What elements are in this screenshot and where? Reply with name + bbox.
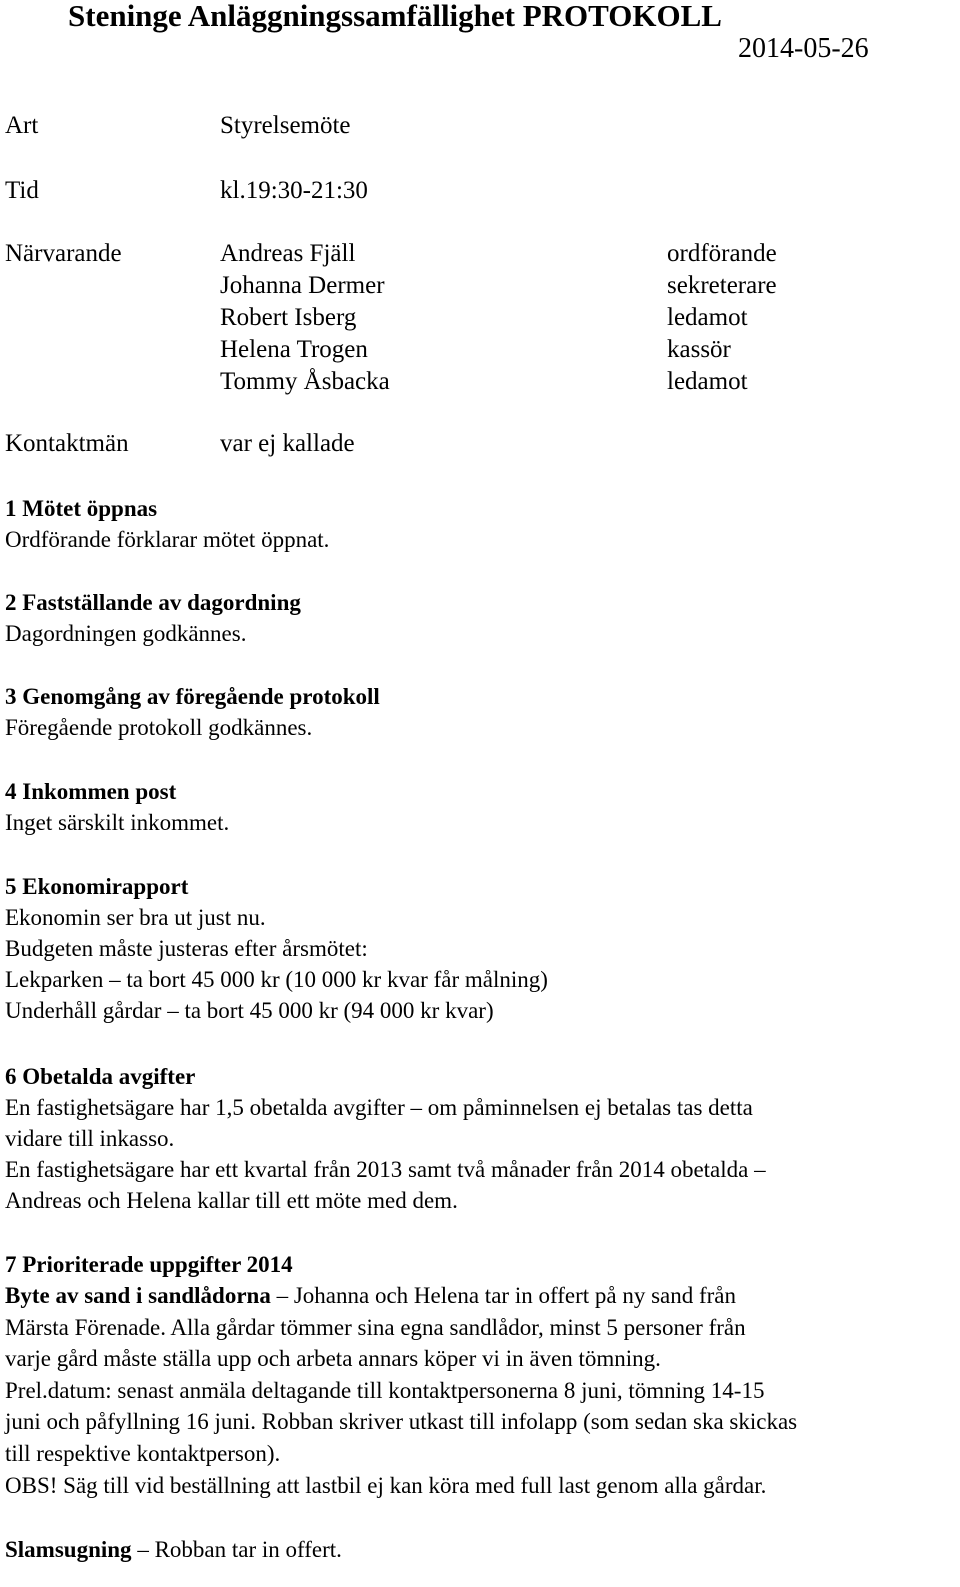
section-heading: 6 Obetalda avgifter (5, 1064, 196, 1089)
sand-paragraph-first-line (5, 1280, 955, 1312)
section-text: vidare till inkasso. (5, 1126, 175, 1151)
present-name: Robert Isberg (220, 304, 357, 331)
section-text: Underhåll gårdar – ta bort 45 000 kr (94 000 kr kvar) (5, 998, 494, 1023)
present-name: Johanna Dermer (220, 272, 385, 299)
present-role: ordförande (667, 240, 777, 267)
section-heading: 4 Inkommen post (5, 779, 177, 804)
present-names-list (220, 238, 390, 398)
present-name: Andreas Fjäll (220, 240, 356, 267)
art-label: Art (5, 112, 39, 139)
section-heading: 3 Genomgång av föregående protokoll (5, 684, 380, 709)
section-text: Dagordningen godkännes. (5, 621, 247, 646)
section-heading: 7 Prioriterade uppgifter 2014 (5, 1252, 293, 1277)
section-heading: 1 Mötet öppnas (5, 496, 158, 521)
document-date: 2014-05-26 (738, 33, 869, 64)
contacts-label: Kontaktmän (5, 430, 129, 457)
present-role: ledamot (667, 368, 748, 395)
section-5 (5, 871, 955, 1026)
section-2 (5, 587, 955, 649)
section-text: Budgeten måste justeras efter årsmötet: (5, 936, 368, 961)
sand-text: – Johanna och Helena tar in offert på ny sand från (270, 1283, 737, 1308)
section-text: Ordförande förklarar mötet öppnat. (5, 527, 330, 552)
section-7 (5, 1249, 955, 1501)
document-title: Steninge Anläggningssamfällighet PROTOKOLL (68, 0, 722, 33)
section-text: Märsta Förenade. Alla gårdar tömmer sina egna sandlådor, minst 5 personer från (5, 1314, 746, 1340)
slam-text: – Robban tar in offert. (131, 1537, 342, 1562)
section-heading: 5 Ekonomirapport (5, 874, 189, 899)
section-heading: 2 Fastställande av dagordning (5, 590, 301, 615)
section-text: Andreas och Helena kallar till ett möte med dem. (5, 1188, 458, 1213)
present-name: Helena Trogen (220, 336, 368, 363)
present-role: sekreterare (667, 272, 777, 299)
section-1 (5, 493, 955, 555)
slam-topic: Slamsugning (5, 1537, 132, 1562)
sand-topic: Byte av sand i sandlådorna (5, 1283, 271, 1308)
section-text: Inget särskilt inkommet. (5, 810, 230, 835)
present-roles-list (667, 238, 777, 398)
section-text: Prel.datum: senast anmäla deltagande till kontaktpersonerna 8 juni, tömning 14-15 (5, 1377, 765, 1403)
tid-label: Tid (5, 177, 39, 204)
section-text: Föregående protokoll godkännes. (5, 715, 313, 740)
section-3 (5, 681, 955, 743)
section-text: juni och påfyllning 16 juni. Robban skriver utkast till infolapp (som sedan ska skickas (5, 1409, 798, 1435)
contacts-value: var ej kallade (220, 430, 355, 457)
section-text: En fastighetsägare har ett kvartal från 2013 samt två månader från 2014 obetalda – (5, 1157, 766, 1182)
section-text: En fastighetsägare har 1,5 obetalda avgifter – om påminnelsen ej betalas tas detta (5, 1095, 753, 1120)
art-value: Styrelsemöte (220, 112, 351, 139)
section-4 (5, 776, 955, 838)
obs-note: OBS! Säg till vid beställning att lastbil ej kan köra med full last genom alla gårdar. (5, 1472, 767, 1498)
section-text: varje gård måste ställa upp och arbeta annars köper vi in även tömning. (5, 1346, 661, 1372)
present-role: kassör (667, 336, 731, 363)
section-6 (5, 1061, 955, 1216)
section-text: Lekparken – ta bort 45 000 kr (10 000 kr kvar får målning) (5, 967, 548, 992)
present-role: ledamot (667, 304, 748, 331)
present-name: Tommy Åsbacka (220, 368, 390, 395)
slam-line (5, 1534, 955, 1566)
tid-value: kl.19:30-21:30 (220, 177, 368, 204)
section-text: till respektive kontaktperson). (5, 1440, 281, 1466)
section-text: Ekonomin ser bra ut just nu. (5, 905, 266, 930)
present-label: Närvarande (5, 240, 122, 267)
